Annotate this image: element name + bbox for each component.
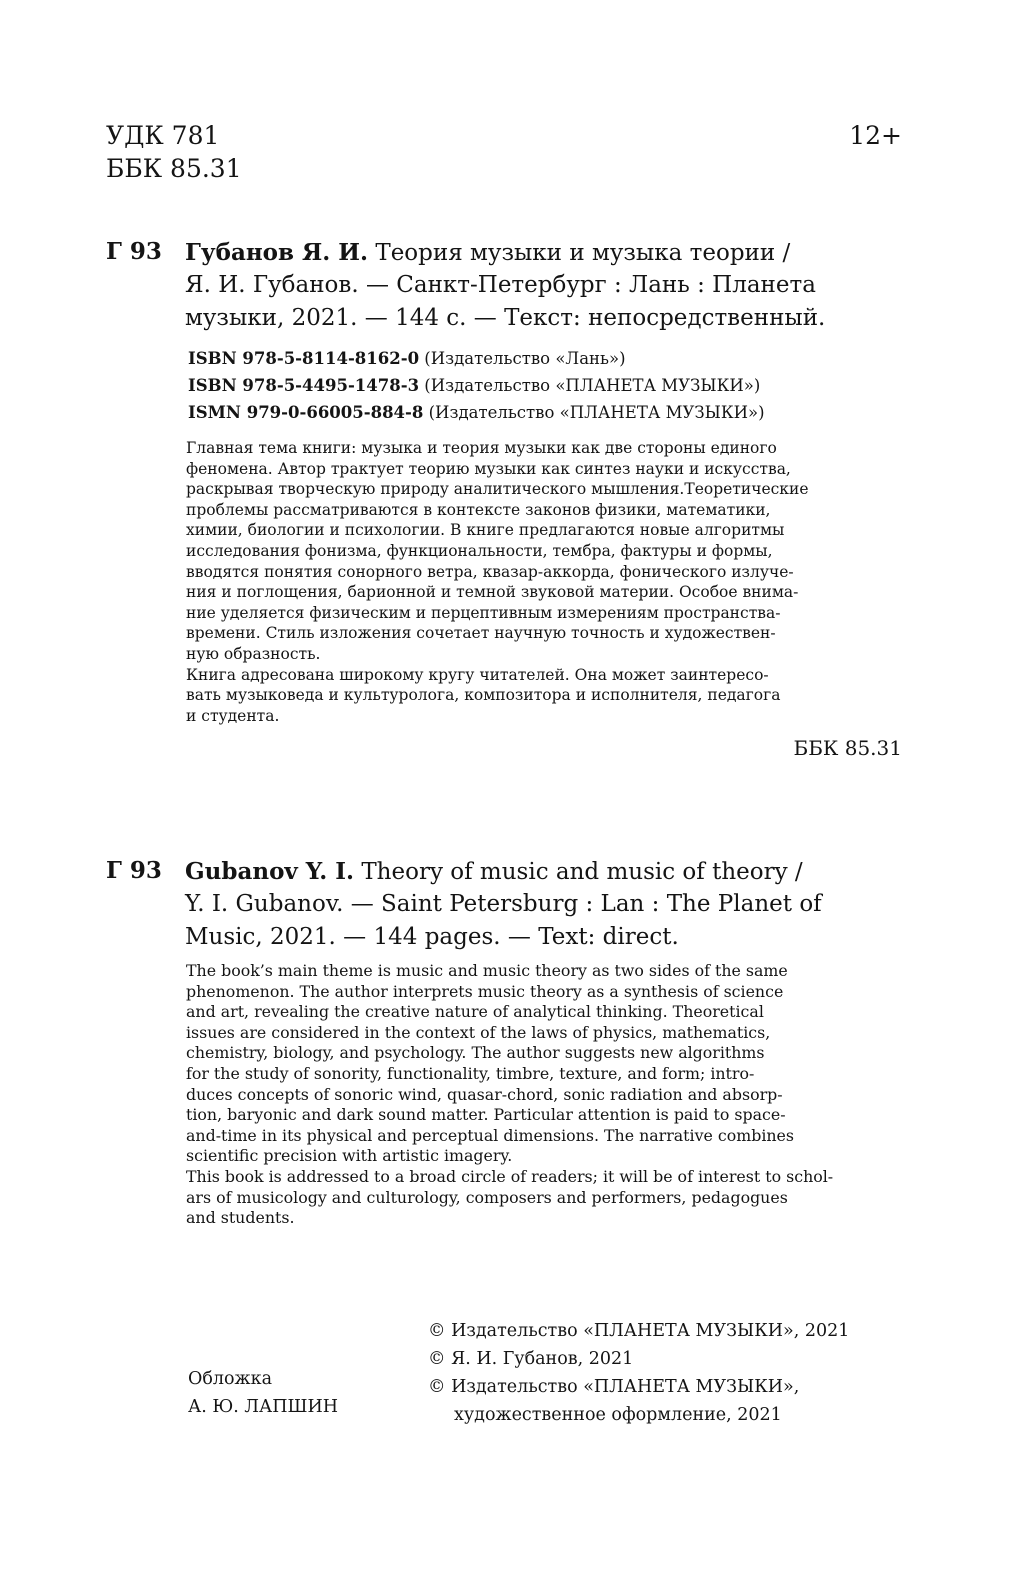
annotation-line: вать музыковеда и культуролога, композитора и исполнителя, педагога [186,686,781,705]
isbn-line [188,372,765,399]
annotation-line: Главная тема книги: музыка и теория музыки как две стороны единого [186,439,777,457]
annotation-line: раскрывая творческую природу аналитического мышления.Теоретические [186,480,809,499]
isbn-line [188,345,765,372]
annotation-line: This book is addressed to a broad circle of readers; it will be of interest to schol- [186,1166,834,1186]
annotation-line: and-time in its physical and perceptual dimensions. The narrative combines [186,1125,795,1145]
title-en-text: Theory of music and music of theory / [354,859,803,885]
annotation-line: The book’s main theme is music and music theory as two sides of the same [186,961,788,980]
isbn-code: ISBN 978-5-8114-8162-0 [188,349,420,368]
title-ru-text: Теория музыки и музыка теории / [368,240,791,266]
author-mark-en: Г 93 [106,857,162,884]
annotation-line: ars of musicology and culturology, composers and performers, pedagogues [186,1187,788,1207]
copyright-line: художественное оформление, 2021 [454,1405,782,1425]
bbk-code: ББК 85.31 [106,154,242,183]
cover-credit-label: Обложка [188,1369,273,1389]
annotation-line: ную образность. [186,644,321,663]
annotation-line: and art, revealing the creative nature of analytical thinking. Theoretical [186,1002,764,1022]
isbn-publisher: (Издательство «ПЛАНЕТА МУЗЫКИ») [423,403,765,422]
author-name-en: Gubanov Y. I. [185,858,355,885]
annotation-line: Книга адресована широкому кругу читателей. Она может заинтересо- [186,665,769,684]
isbn-publisher: (Издательство «ПЛАНЕТА МУЗЫКИ») [419,376,761,395]
entry-title-en-line: Y. I. Gubanov. — Saint Petersburg : Lan : The Planet of [185,891,822,917]
annotation-line: duces concepts of sonoric wind, quasar-chord, sonic radiation and absorp- [186,1084,783,1104]
annotation-line: вводятся понятия сонорного ветра, квазар-аккорда, фонического излуче- [186,562,794,581]
annotation-line: chemistry, biology, and psychology. The author suggests new algorithms [186,1043,765,1063]
entry-title-ru-line [185,236,790,270]
copyright-line: © Издательство «ПЛАНЕТА МУЗЫКИ», 2021 [428,1321,850,1341]
isbn-code: ISBN 978-5-4495-1478-3 [188,376,420,395]
annotation-en [186,961,833,1229]
author-name-ru: Губанов Я. И. [185,239,369,266]
isbn-publisher: (Издательство «Лань») [419,349,626,368]
annotation-line: phenomenon. The author interprets music theory as a synthesis of science [186,981,784,1001]
annotation-line: времени. Стиль изложения сочетает научную точность и художествен- [186,624,776,643]
age-rating: 12+ [849,121,902,150]
entry-title-ru-line: Я. И. Губанов. — Санкт-Петербург : Лань : Планета [185,272,816,298]
bbk-footer: ББК 85.31 [793,736,902,760]
annotation-line: феномена. Автор трактует теорию музыки как синтез науки и искусства, [186,459,791,478]
cover-credit-name: А. Ю. ЛАПШИН [188,1397,338,1417]
entry-title-en-line [185,855,803,889]
annotation-line: for the study of sonority, functionality, timbre, texture, and form; intro- [186,1063,755,1083]
isbn-code: ISMN 979-0-66005-884-8 [188,403,424,422]
udk-code: УДК 781 [106,121,220,150]
entry-title-en-line: Music, 2021. — 144 pages. — Text: direct. [185,924,679,950]
copyright-line: © Я. И. Губанов, 2021 [428,1349,634,1369]
copyright-line: © Издательство «ПЛАНЕТА МУЗЫКИ», [428,1377,800,1397]
annotation-line: и студента. [186,706,280,725]
annotation-line: химии, биологии и психологии. В книге предлагаются новые алгоритмы [186,521,785,540]
isbn-line [188,399,765,426]
annotation-line: tion, baryonic and dark sound matter. Particular attention is paid to space- [186,1105,786,1125]
annotation-line: ние уделяется физическим и перцептивным измерениям пространства- [186,603,781,622]
annotation-line: issues are considered in the context of the laws of physics, mathematics, [186,1022,771,1042]
annotation-line: исследования фонизма, функциональности, тембра, фактуры и формы, [186,541,773,560]
annotation-line: проблемы рассматриваются в контексте законов физики, математики, [186,500,771,519]
author-mark-ru: Г 93 [106,238,162,265]
isbn-list [188,345,765,426]
annotation-line: ния и поглощения, барионной и темной звуковой материи. Особое внима- [186,583,799,602]
annotation-line: scientific precision with artistic imagery. [186,1146,513,1166]
entry-title-ru-line: музыки, 2021. — 144 с. — Текст: непосредственный. [185,305,826,331]
annotation-ru [186,438,809,726]
annotation-line: and students. [186,1208,295,1228]
